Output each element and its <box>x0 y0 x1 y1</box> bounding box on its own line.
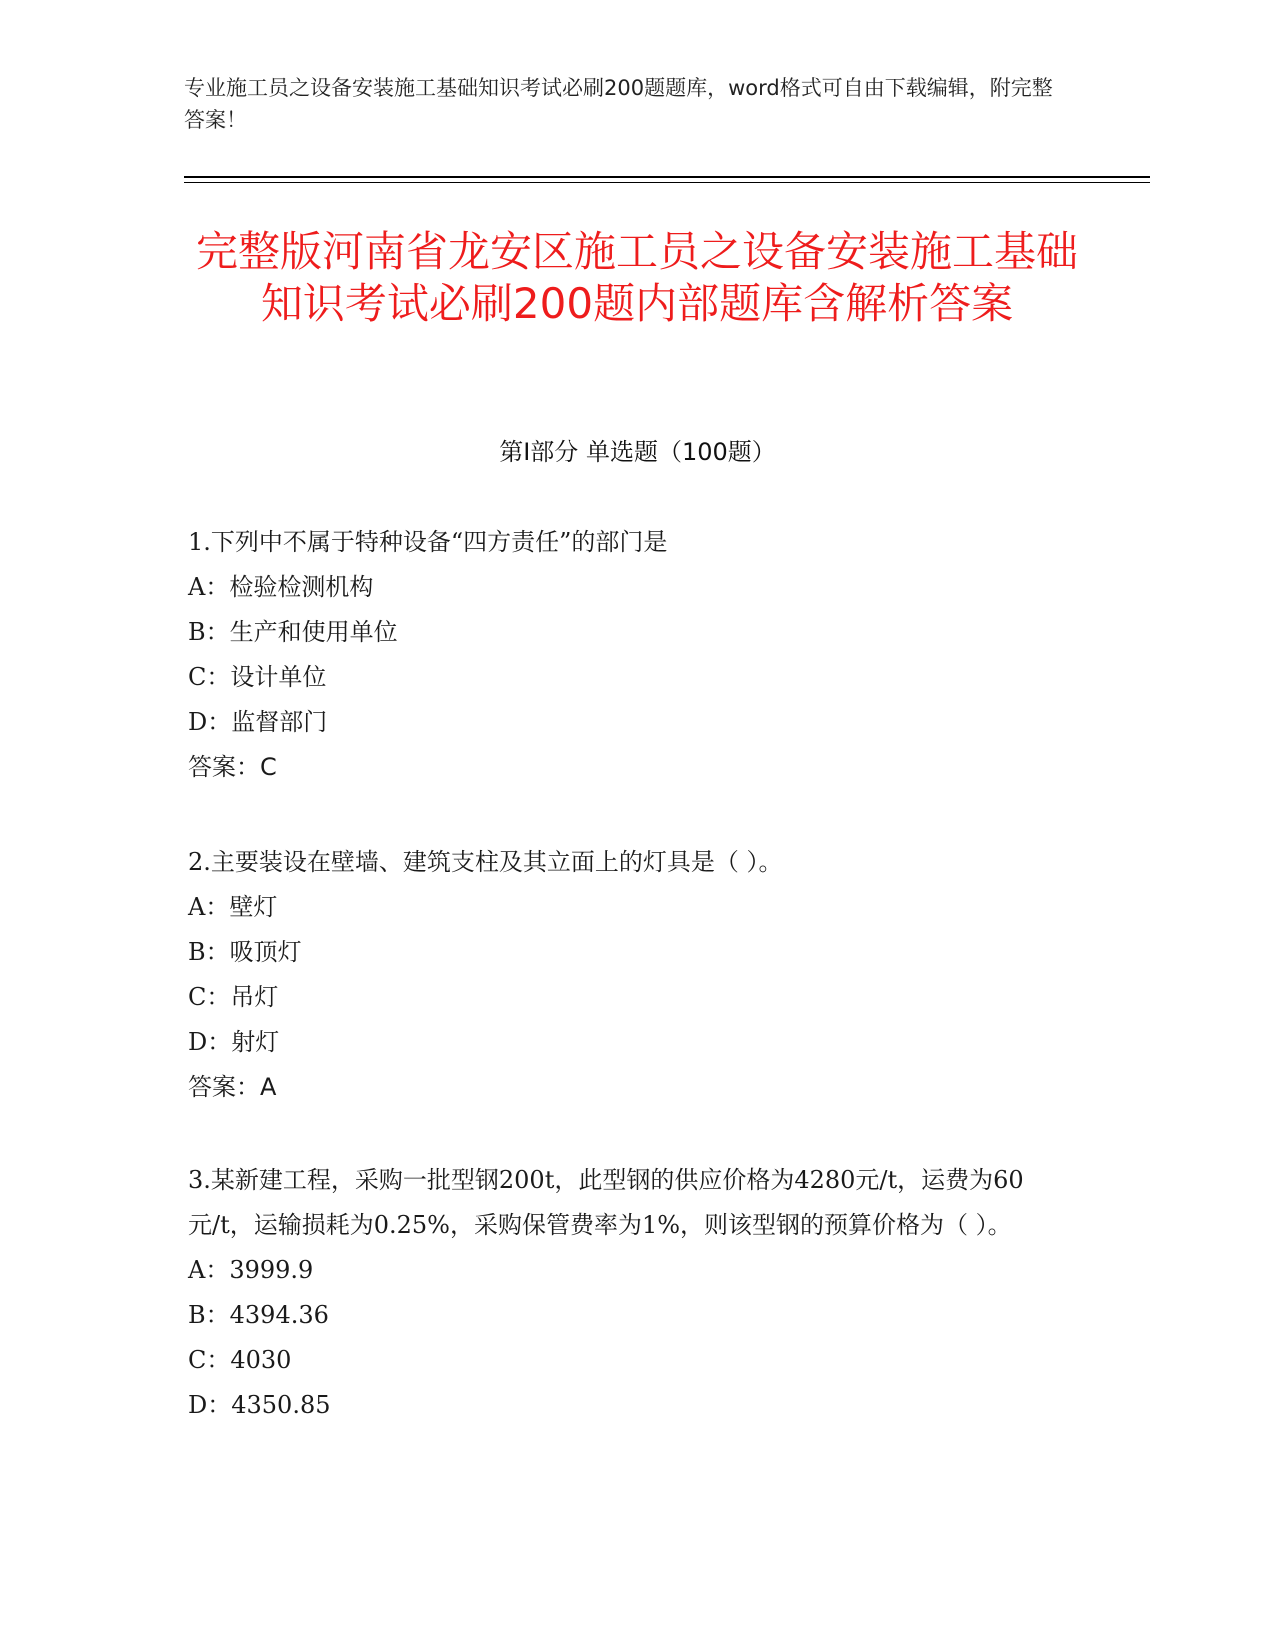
option-a: A：检验检测机构 <box>188 573 374 601</box>
answer: 答案：A <box>188 1073 277 1101</box>
option-b: B：吸顶灯 <box>188 938 302 966</box>
option-c: C：设计单位 <box>188 663 327 691</box>
question-1 <box>188 520 1068 790</box>
question-2 <box>188 840 1068 1110</box>
question-stem: 2.主要装设在壁墙、建筑支柱及其立面上的灯具是（ ）。 <box>188 848 783 876</box>
option-d: D：4350.85 <box>188 1391 331 1419</box>
option-c: C：吊灯 <box>188 983 279 1011</box>
question-3 <box>188 1158 1068 1428</box>
option-b: B：4394.36 <box>188 1301 329 1329</box>
document-title: 完整版河南省龙安区施工员之设备安装施工基础知识考试必刷200题内部题库含解析答案 <box>195 227 1078 328</box>
option-d: D：射灯 <box>188 1028 280 1056</box>
section-title: 第Ⅰ部分 单选题（100题） <box>499 438 776 466</box>
answer: 答案：C <box>188 753 277 781</box>
header-note: 专业施工员之设备安装施工基础知识考试必刷200题题库，word格式可自由下载编辑，附完整答案！ <box>184 76 1053 132</box>
option-a: A：3999.9 <box>188 1256 314 1284</box>
option-b: B：生产和使用单位 <box>188 618 398 646</box>
header-rule-thin <box>184 182 1150 183</box>
option-d: D：监督部门 <box>188 708 328 736</box>
option-a: A：壁灯 <box>188 893 278 921</box>
question-stem: 3.某新建工程，采购一批型钢200t，此型钢的供应价格为4280元/t，运费为60元/t，运输损耗为0.25%，采购保管费率为1%，则该型钢的预算价格为（ ）。 <box>188 1166 1024 1239</box>
question-stem: 1.下列中不属于特种设备“四方责任”的部门是 <box>188 528 668 556</box>
option-c: C：4030 <box>188 1346 292 1374</box>
header-rule <box>184 176 1150 178</box>
